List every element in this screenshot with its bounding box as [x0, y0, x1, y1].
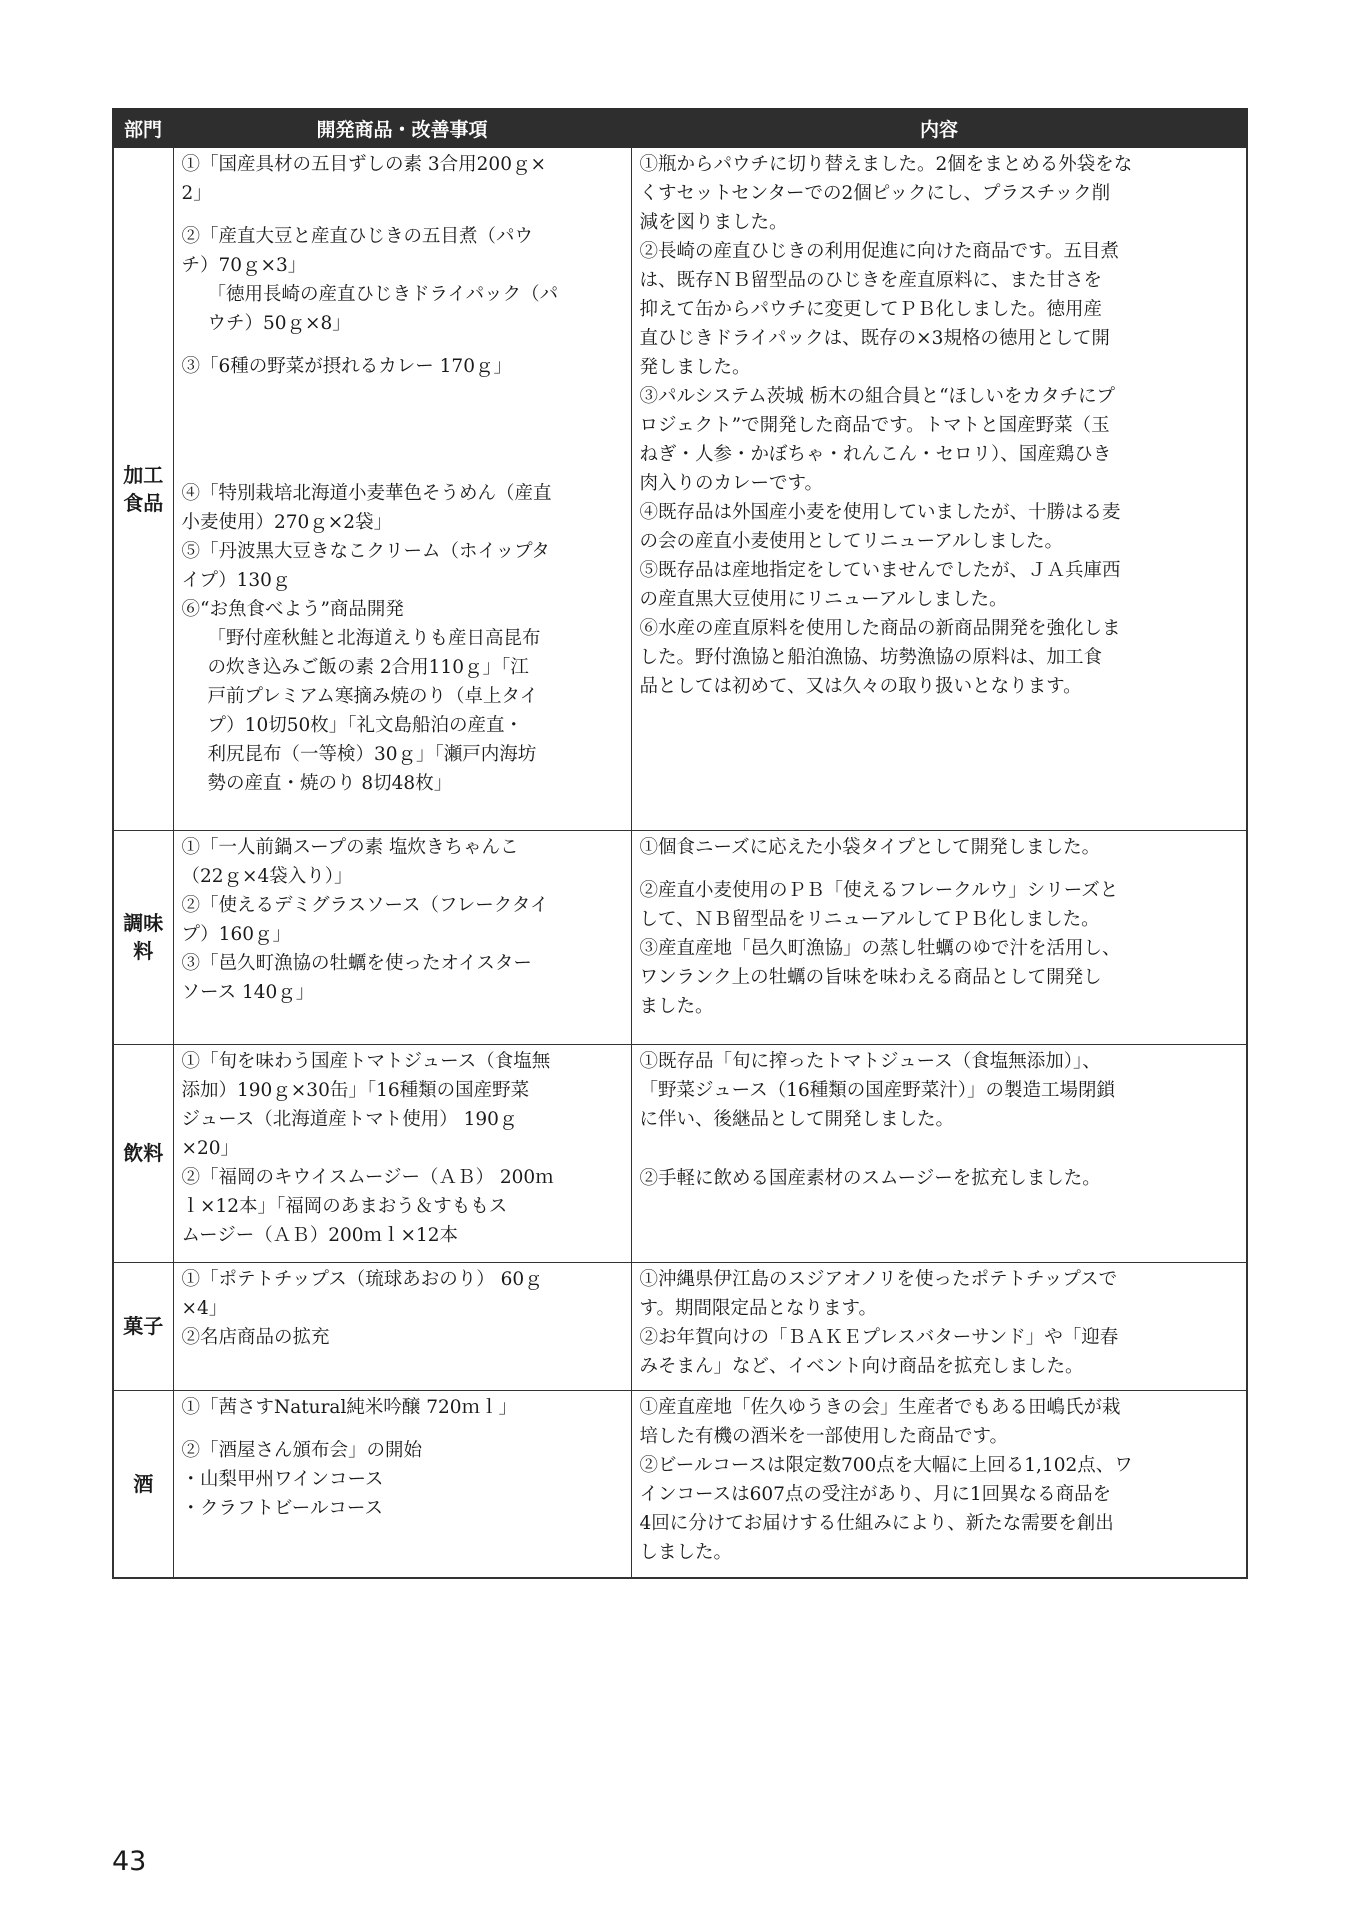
product-item: ・山梨甲州ワインコース: [181, 1468, 384, 1490]
content-item: ⑤既存品は産地指定をしていませんでしたが、ＪＡ兵庫西 の産直黒大豆使用にリニューアルしました。: [639, 560, 1121, 610]
content-cell: [631, 1390, 1247, 1578]
product-item: ④「特別栽培北海道小麦華色そうめん（産直 小麦使用）270ｇ×2袋」: [181, 483, 552, 533]
content-cell: [631, 147, 1247, 830]
product-item: 「野付産秋鮭と北海道えりも産日高昆布 の炊き込みご飯の素 2合用110ｇ」「江 戸前プレミアム寒摘み焼のり（卓上タイ プ）10切50枚」「礼文島船泊の産直・ 利尻昆布（一等検）30ｇ」「瀬戸内海坊 勢の産直・焼のり 8切48枚」: [207, 628, 541, 794]
product-item: ①「一人前鍋スープの素 塩炊きちゃんこ （22ｇ×4袋入り）」: [181, 836, 519, 887]
product-cell: [173, 830, 631, 1044]
product-item: ③「邑久町漁協の牡蠣を使ったオイスター ソース 140ｇ」: [181, 952, 532, 1003]
product-item: ②名店商品の拡充: [181, 1326, 330, 1348]
content-item: ③パルシステム茨城 栃木の組合員と“ほしいをカタチにプ ロジェクト”で開発した商品です。トマトと国産野菜（玉 ねぎ・人参・かぼちゃ・れんこん・セロリ）、国産鶏ひき 肉入りのカレーです。: [639, 386, 1116, 494]
table-row: [113, 830, 1247, 1044]
content-cell: [631, 1044, 1247, 1262]
product-cell: [173, 1390, 631, 1578]
dept-label: 加工 食品: [123, 462, 164, 515]
product-item: ①「旬を味わう国産トマトジュース（食塩無 添加）190ｇ×30缶」「16種類の国産野菜 ジュース（北海道産トマト使用） 190ｇ ×20」: [181, 1050, 551, 1159]
dept-label: 酒: [133, 1471, 154, 1496]
content-item: ②手軽に飲める国産素材のスムージーを拡充しました。: [639, 1167, 1101, 1189]
product-item: ⑥“お魚食べよう”商品開発: [181, 599, 404, 620]
product-cell: [173, 1044, 631, 1262]
header-product: 開発商品・改善事項: [173, 109, 631, 147]
table-row: [113, 147, 1247, 830]
content-item: ①既存品「旬に搾ったトマトジュース（食塩無添加）」、 「野菜ジュース（16種類の国産野菜汁）」の製造工場閉鎖 に伴い、後継品として開発しました。: [639, 1050, 1115, 1130]
dept-label: 飲料: [123, 1141, 164, 1165]
header-dept: 部門: [113, 109, 173, 147]
page-number: 43: [112, 1846, 147, 1877]
dept-label: 菓子: [123, 1314, 164, 1338]
content-cell: [631, 1262, 1247, 1390]
product-item: ③「6種の野菜が摂れるカレー 170ｇ」: [181, 356, 512, 377]
content-cell: [631, 830, 1247, 1044]
product-item: ①「国産具材の五目ずしの素 3合用200ｇ× 2」: [181, 154, 546, 204]
product-item: ⑤「丹波黒大豆きなこクリーム（ホイップタ イプ）130ｇ: [181, 541, 550, 591]
product-item: ②「福岡のキウイスムージー（ＡＢ） 200ｍ ｌ×12本」「福岡のあまおう＆すももス ムージー（ＡＢ）200ｍｌ×12本: [181, 1166, 554, 1246]
content-item: ①産直産地「佐久ゆうきの会」生産者でもある田嶋氏が栽 培した有機の酒米を一部使用した商品です。: [639, 1396, 1121, 1447]
content-item: ①個食ニーズに応えた小袋タイプとして開発しました。: [639, 836, 1101, 858]
dept-cell: [113, 147, 173, 830]
dept-cell: [113, 1262, 173, 1390]
dept-cell: [113, 1044, 173, 1262]
content-item: ①瓶からパウチに切り替えました。2個をまとめる外袋をな くすセットセンターでの2個ピックにし、プラスチック削 減を図りました。: [639, 154, 1133, 233]
product-item: ②「産直大豆と産直ひじきの五目煮（パウ チ）70ｇ×3」: [181, 226, 534, 276]
content-item: ②お年賀向けの「ＢＡＫＥプレスバターサンド」や「迎春 みそまん」など、イベント向け商品を拡充しました。: [639, 1326, 1119, 1377]
header-content: 内容: [631, 109, 1247, 147]
content-item: ④既存品は外国産小麦を使用していましたが、十勝はる麦 の会の産直小麦使用としてリニューアルしました。: [639, 502, 1121, 552]
product-item: ①「茜さすNatural純米吟醸 720ｍｌ」: [181, 1396, 518, 1418]
dept-cell: [113, 830, 173, 1044]
table-row: [113, 1262, 1247, 1390]
table-row: [113, 1044, 1247, 1262]
content-item: ②産直小麦使用のＰＢ「使えるフレークルウ」シリーズと して、ＮＢ留型品をリニューアルしてＰＢ化しました。: [639, 879, 1119, 930]
product-item: ・クラフトビールコース: [181, 1497, 383, 1519]
product-item: 「徳用長崎の産直ひじきドライパック（パ ウチ）50ｇ×8」: [207, 284, 559, 334]
product-cell: [173, 1262, 631, 1390]
content-item: ②長崎の産直ひじきの利用促進に向けた商品です。五目煮 は、既存ＮＢ留型品のひじきを産直原料に、また甘さを 抑えて缶からパウチに変更してＰＢ化しました。徳用産 直ひじきドライパックは、既存の×3規格の徳用として開 発しました。: [639, 241, 1120, 378]
product-cell: [173, 147, 631, 830]
product-item: ②「使えるデミグラスソース（フレークタイ プ）160ｇ」: [181, 894, 549, 945]
content-item: ⑥水産の産直原料を使用した商品の新商品開発を強化しま した。野付漁協と船泊漁協、坊勢漁協の原料は、加工食 品としては初めて、又は久々の取り扱いとなります。: [639, 618, 1121, 697]
dept-label: 調味 料: [123, 911, 164, 963]
content-item: ②ビールコースは限定数700点を大幅に上回る1,102点、ワ インコースは607点の受注があり、月に1回異なる商品を 4回に分けてお届けする仕組みにより、新たな需要を創出 しました。: [639, 1454, 1133, 1563]
content-item: ①沖縄県伊江島のスジアオノリを使ったポテトチップスで す。期間限定品となります。: [639, 1268, 1118, 1319]
content-item: ③産直産地「邑久町漁協」の蒸し牡蠣のゆで汁を活用し、 ワンランク上の牡蠣の旨味を味わえる商品として開発し ました。: [639, 937, 1121, 1017]
table-row: [113, 1390, 1247, 1578]
dept-cell: [113, 1390, 173, 1578]
product-item: ①「ポテトチップス（琉球あおのり） 60ｇ ×4」: [181, 1268, 543, 1319]
product-item: ②「酒屋さん頒布会」の開始: [181, 1439, 423, 1461]
table-header-row: [113, 109, 1247, 147]
product-development-table: [112, 108, 1248, 1579]
